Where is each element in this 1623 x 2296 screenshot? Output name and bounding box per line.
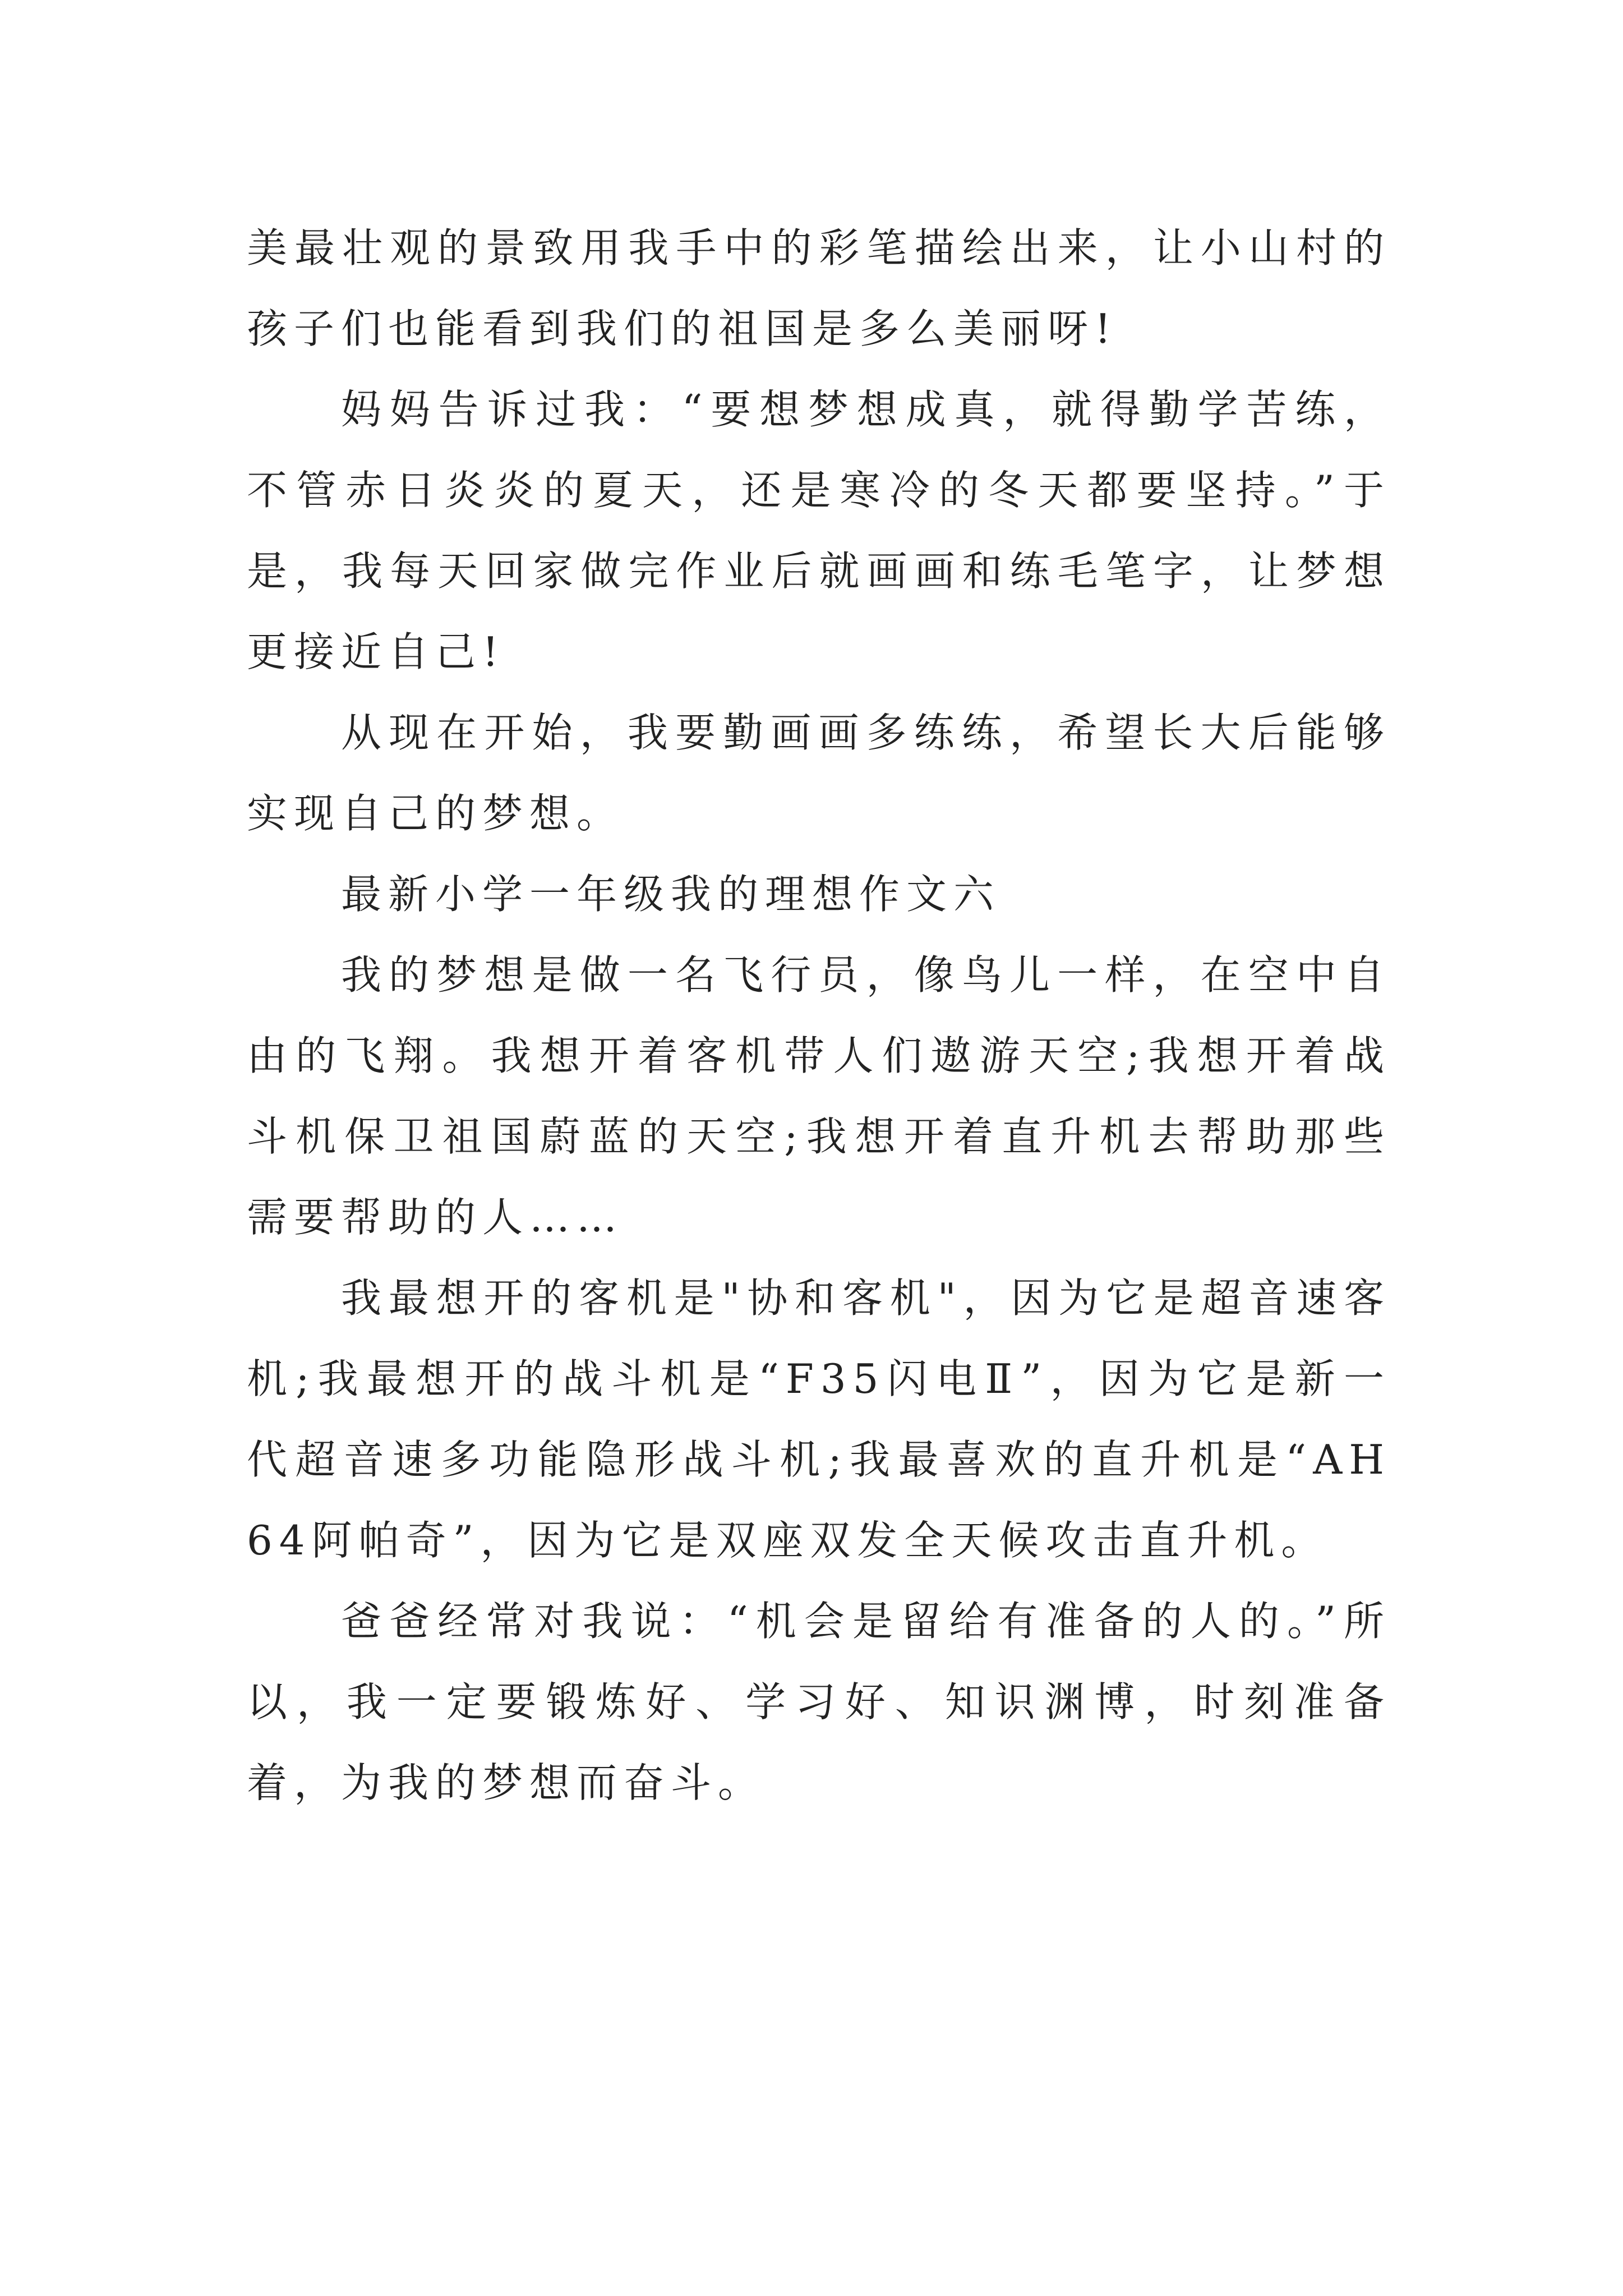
- paragraph-3: 从现在开始，我要勤画画多练练，希望长大后能够实现自己的梦想。: [247, 709, 1391, 837]
- paragraph-5: 我的梦想是做一名飞行员，像鸟儿一样，在空中自由的飞翔。我想开着客机带人们遨游天空;我想开着战斗机保卫祖国蔚蓝的天空;我想开着直升机去帮助那些需要帮助的人……: [247, 951, 1391, 1241]
- document-body: [247, 208, 1391, 1823]
- paragraph-2: 妈妈告诉过我：“要想梦想成真，就得勤学苦练，不管赤日炎炎的夏天，还是寒冷的冬天都要坚持。”于是，我每天回家做完作业后就画画和练毛笔字，让梦想更接近自己!: [247, 386, 1391, 675]
- paragraph-7: 爸爸经常对我说：“机会是留给有准备的人的。”所以，我一定要锻炼好、学习好、知识渊博，时刻准备着，为我的梦想而奋斗。: [247, 1598, 1391, 1806]
- paragraph-6: 我最想开的客机是"协和客机"，因为它是超音速客机;我最想开的战斗机是“F35闪电Ⅱ”，因为它是新一代超音速多功能隐形战斗机;我最喜欢的直升机是“AH64阿帕奇”，因为它是双座双发全天候攻击直升机。: [247, 1274, 1391, 1564]
- section-heading: 最新小学一年级我的理想作文六: [341, 871, 1001, 918]
- paragraph-1: 美最壮观的景致用我手中的彩笔描绘出来，让小山村的孩子们也能看到我们的祖国是多么美丽呀!: [247, 224, 1391, 352]
